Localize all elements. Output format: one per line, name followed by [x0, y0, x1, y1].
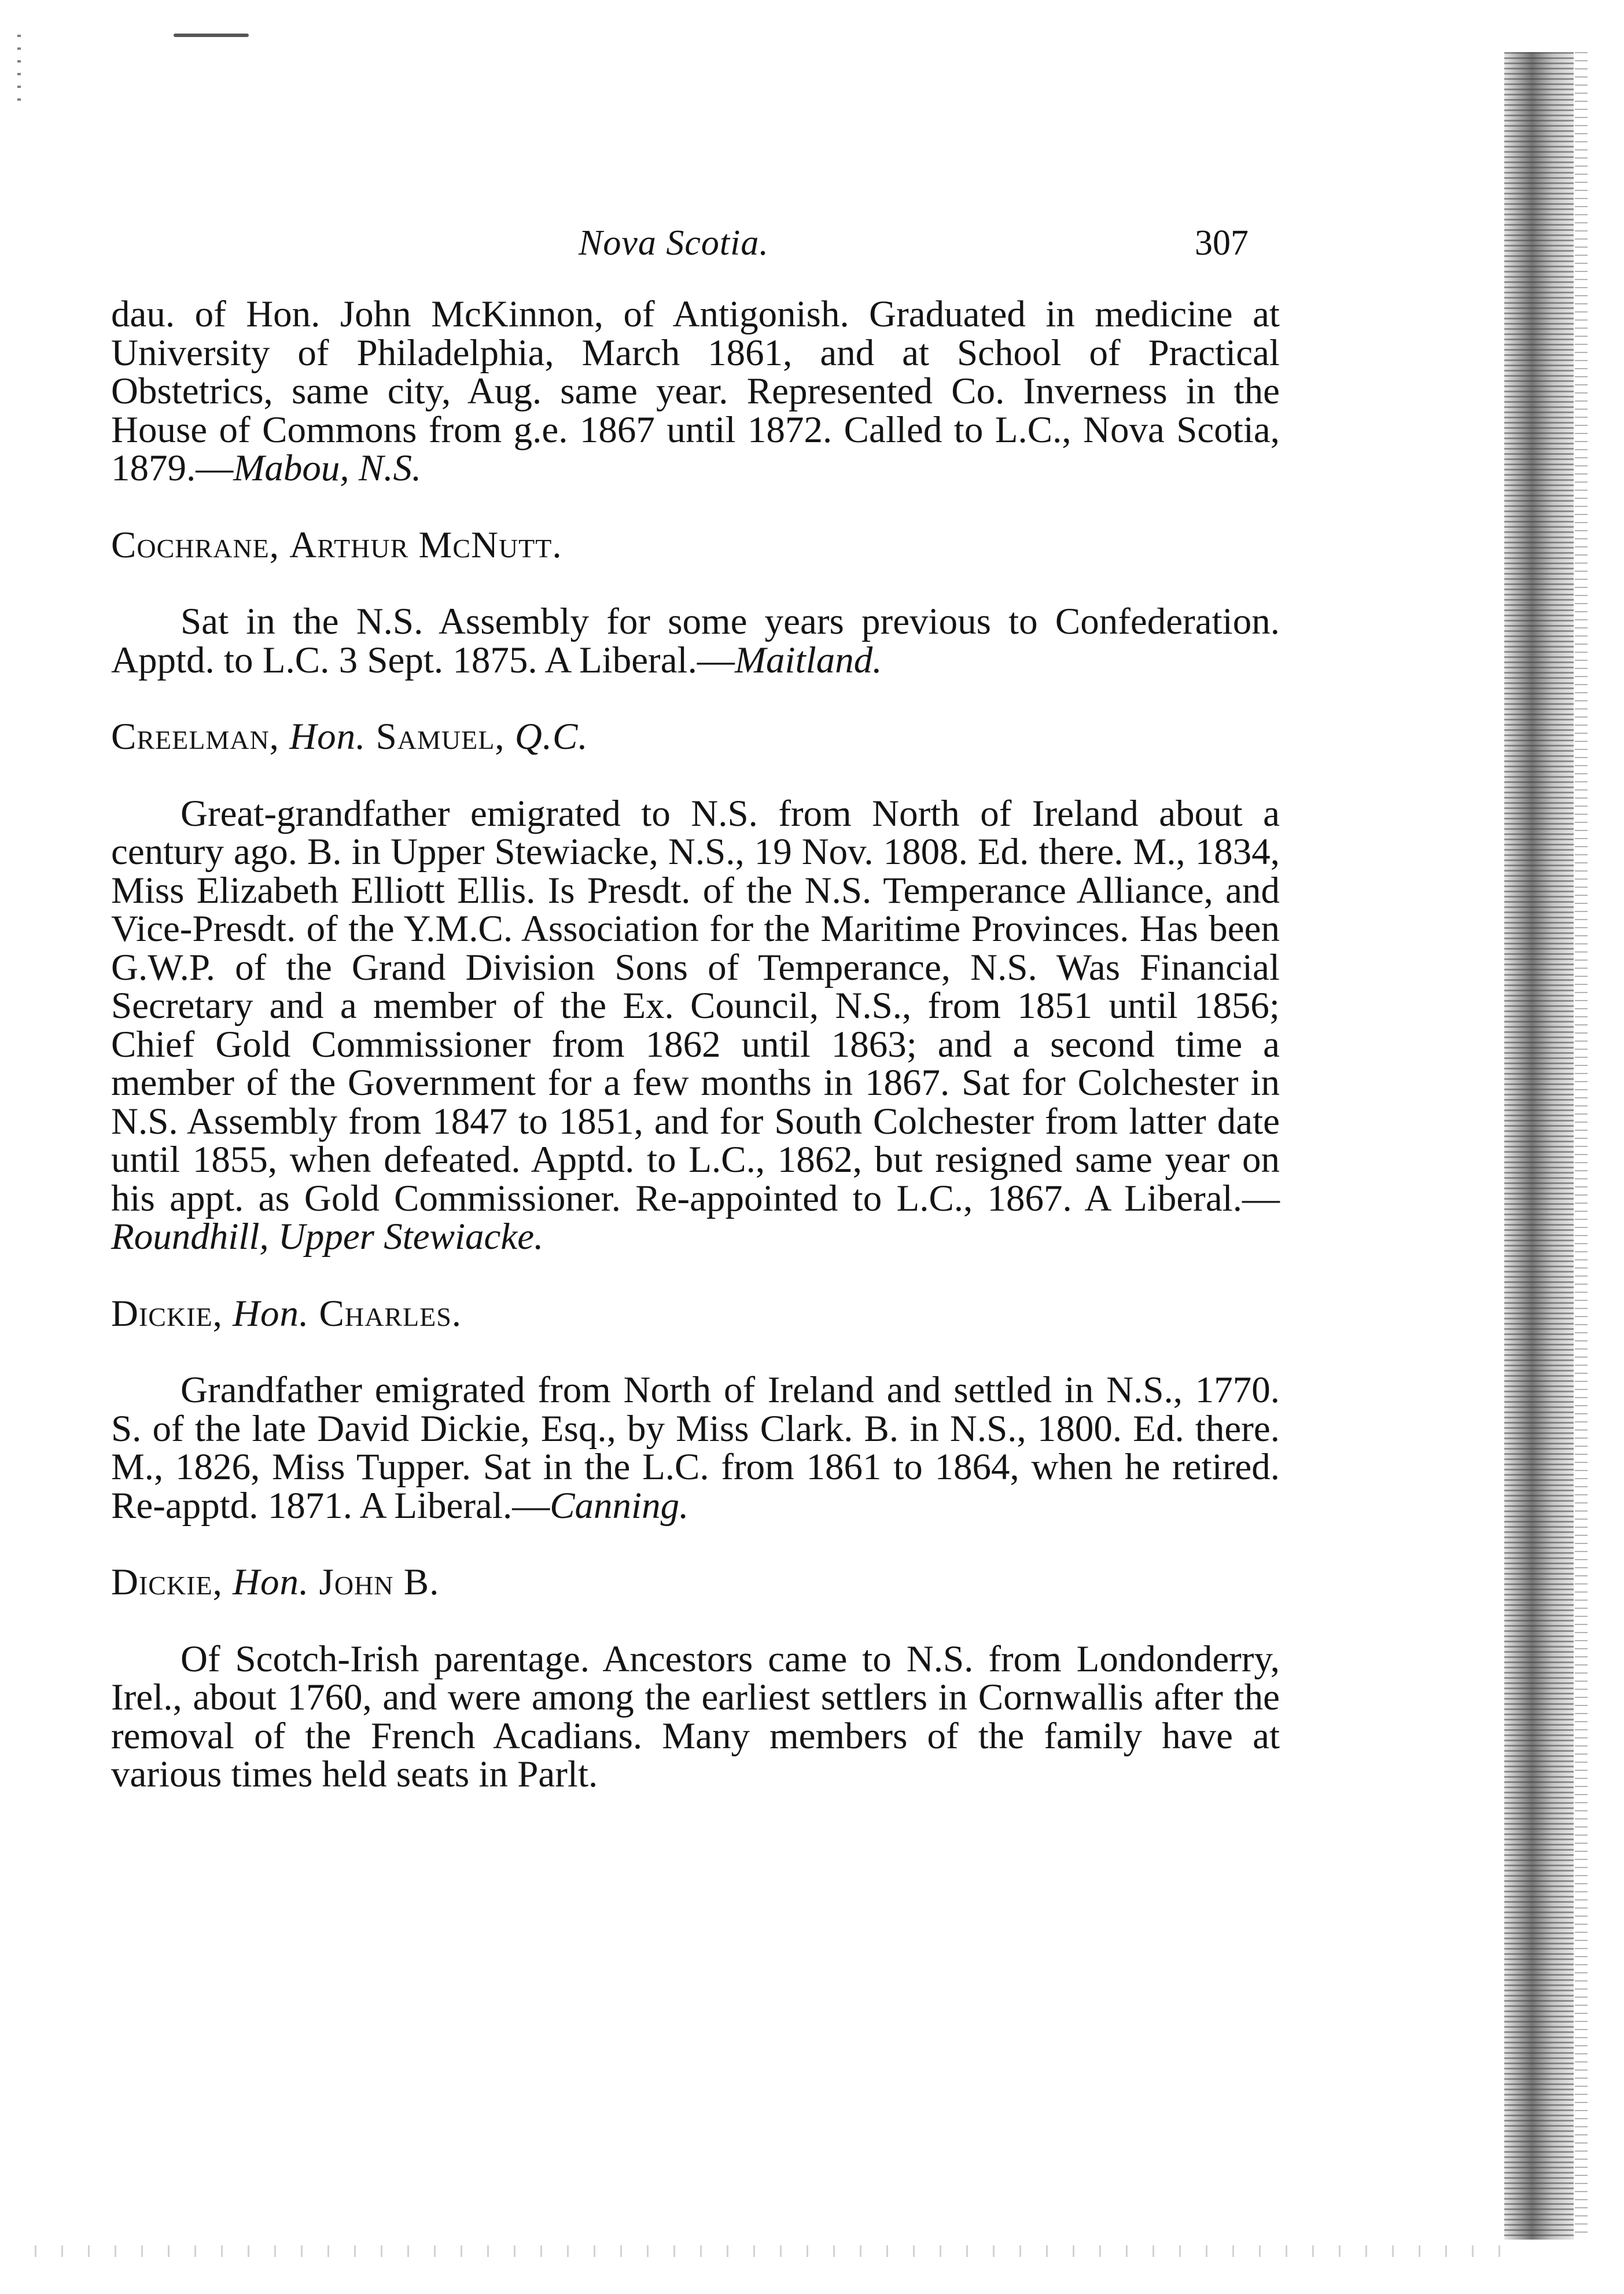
entry-body-cochrane	[111, 602, 1280, 679]
entry-body: Great-grandfather emigrated to N.S. from North of Ireland about a century ago. B. in Upper Stewiacke, N.S., 19 Nov. 1808. Ed. there. M., 1834, Miss Elizabeth Elliott Ellis. Is Presdt. of the N.S. Temperance Alliance, and Vice-Presdt. of the Y.M.C. Association for the Maritime Provinces. Has been G.W.P. of the Grand Division Sons of Temperance, N.S. Was Financial Secretary and a member of the Ex. Council, N.S., from 1851 until 1856; Chief Gold Commissioner from 1862 until 1863; and a second time a member of the Government for a few months in 1867. Sat for Colchester in N.S. Assembly from 1847 to 1851, and for South Colchester from latter date until 1855, when defeated. Apptd. to L.C., 1862, but resigned same year on his appt. as Gold Commissioner. Re-appointed to L.C., 1867. A Liberal.—	[111, 792, 1280, 1219]
running-header	[0, 223, 1624, 275]
entry-mckinnon-continuation	[111, 295, 1280, 488]
entry-honorific: Hon.	[233, 1292, 310, 1335]
scan-artifact-dots	[17, 35, 21, 104]
entry-body: Grandfather emigrated from North of Ireland and settled in N.S., 1770. S. of the late David Dickie, Esq., by Miss Clark. B. in N.S., 1800. Ed. there. M., 1826, Miss Tupper. Sat in the L.C. from 1861 to 1864, when he retired. Re-apptd. 1871. A Liberal.—	[111, 1369, 1280, 1527]
entry-body: Sat in the N.S. Assembly for some years previous to Confederation. Apptd. to L.C. 3 Sept. 1875. A Liberal.—	[111, 601, 1280, 681]
entry-surname: Dickie,	[111, 1292, 223, 1335]
entry-body: dau. of Hon. John McKinnon, of Antigonish. Graduated in medicine at University of Philadelphia, March 1861, and at School of Practical Obstetrics, same city, Aug. same year. Represented Co. Inverness in the House of Commons from g.e. 1867 until 1872. Called to L.C., Nova Scotia, 1879.—	[111, 293, 1280, 489]
entry-surname: Dickie,	[111, 1561, 223, 1603]
entry-body-dickie-charles	[111, 1371, 1280, 1525]
entry-suffix: Q.C.	[514, 716, 588, 758]
entry-given-name: Charles.	[319, 1292, 462, 1335]
entry-residence: Canning.	[550, 1484, 689, 1527]
scan-artifact-bottom	[35, 2245, 1516, 2257]
page-number: 307	[1195, 223, 1249, 263]
entry-residence: Roundhill, Upper Stewiacke.	[111, 1216, 544, 1258]
entry-heading-dickie-charles	[111, 1292, 1280, 1335]
entry-heading-creelman	[111, 718, 1280, 756]
binding-shadow	[1504, 52, 1574, 2240]
entry-heading-dickie-john	[111, 1563, 1280, 1602]
entry-body-creelman	[111, 792, 1280, 1258]
entry-surname: Cochrane,	[111, 524, 279, 566]
entry-honorific: Hon.	[233, 1561, 310, 1603]
entry-body: Of Scotch-Irish parentage. Ancestors came to N.S. from Londonderry, Irel., about 1760, and were among the earliest settlers in Cornwallis after the removal of the French Acadians. Many members of the family have at various times held seats in Parlt.	[111, 1638, 1280, 1795]
entry-given-name: Arthur McNutt.	[289, 524, 562, 566]
entry-residence: Maitland.	[734, 639, 882, 681]
entry-body-dickie-john	[111, 1640, 1280, 1794]
entry-honorific: Hon.	[289, 716, 366, 758]
entry-given-name: John B.	[319, 1561, 440, 1603]
entry-surname: Creelman,	[111, 716, 279, 758]
entry-heading-cochrane	[111, 526, 1280, 565]
text-block	[111, 295, 1280, 1794]
entry-residence: Mabou, N.S.	[233, 447, 422, 489]
entry-given-name: Samuel,	[375, 716, 505, 758]
scan-artifact-mark	[174, 34, 249, 37]
running-title: Nova Scotia.	[579, 223, 769, 263]
binding-edge	[1575, 52, 1588, 2240]
